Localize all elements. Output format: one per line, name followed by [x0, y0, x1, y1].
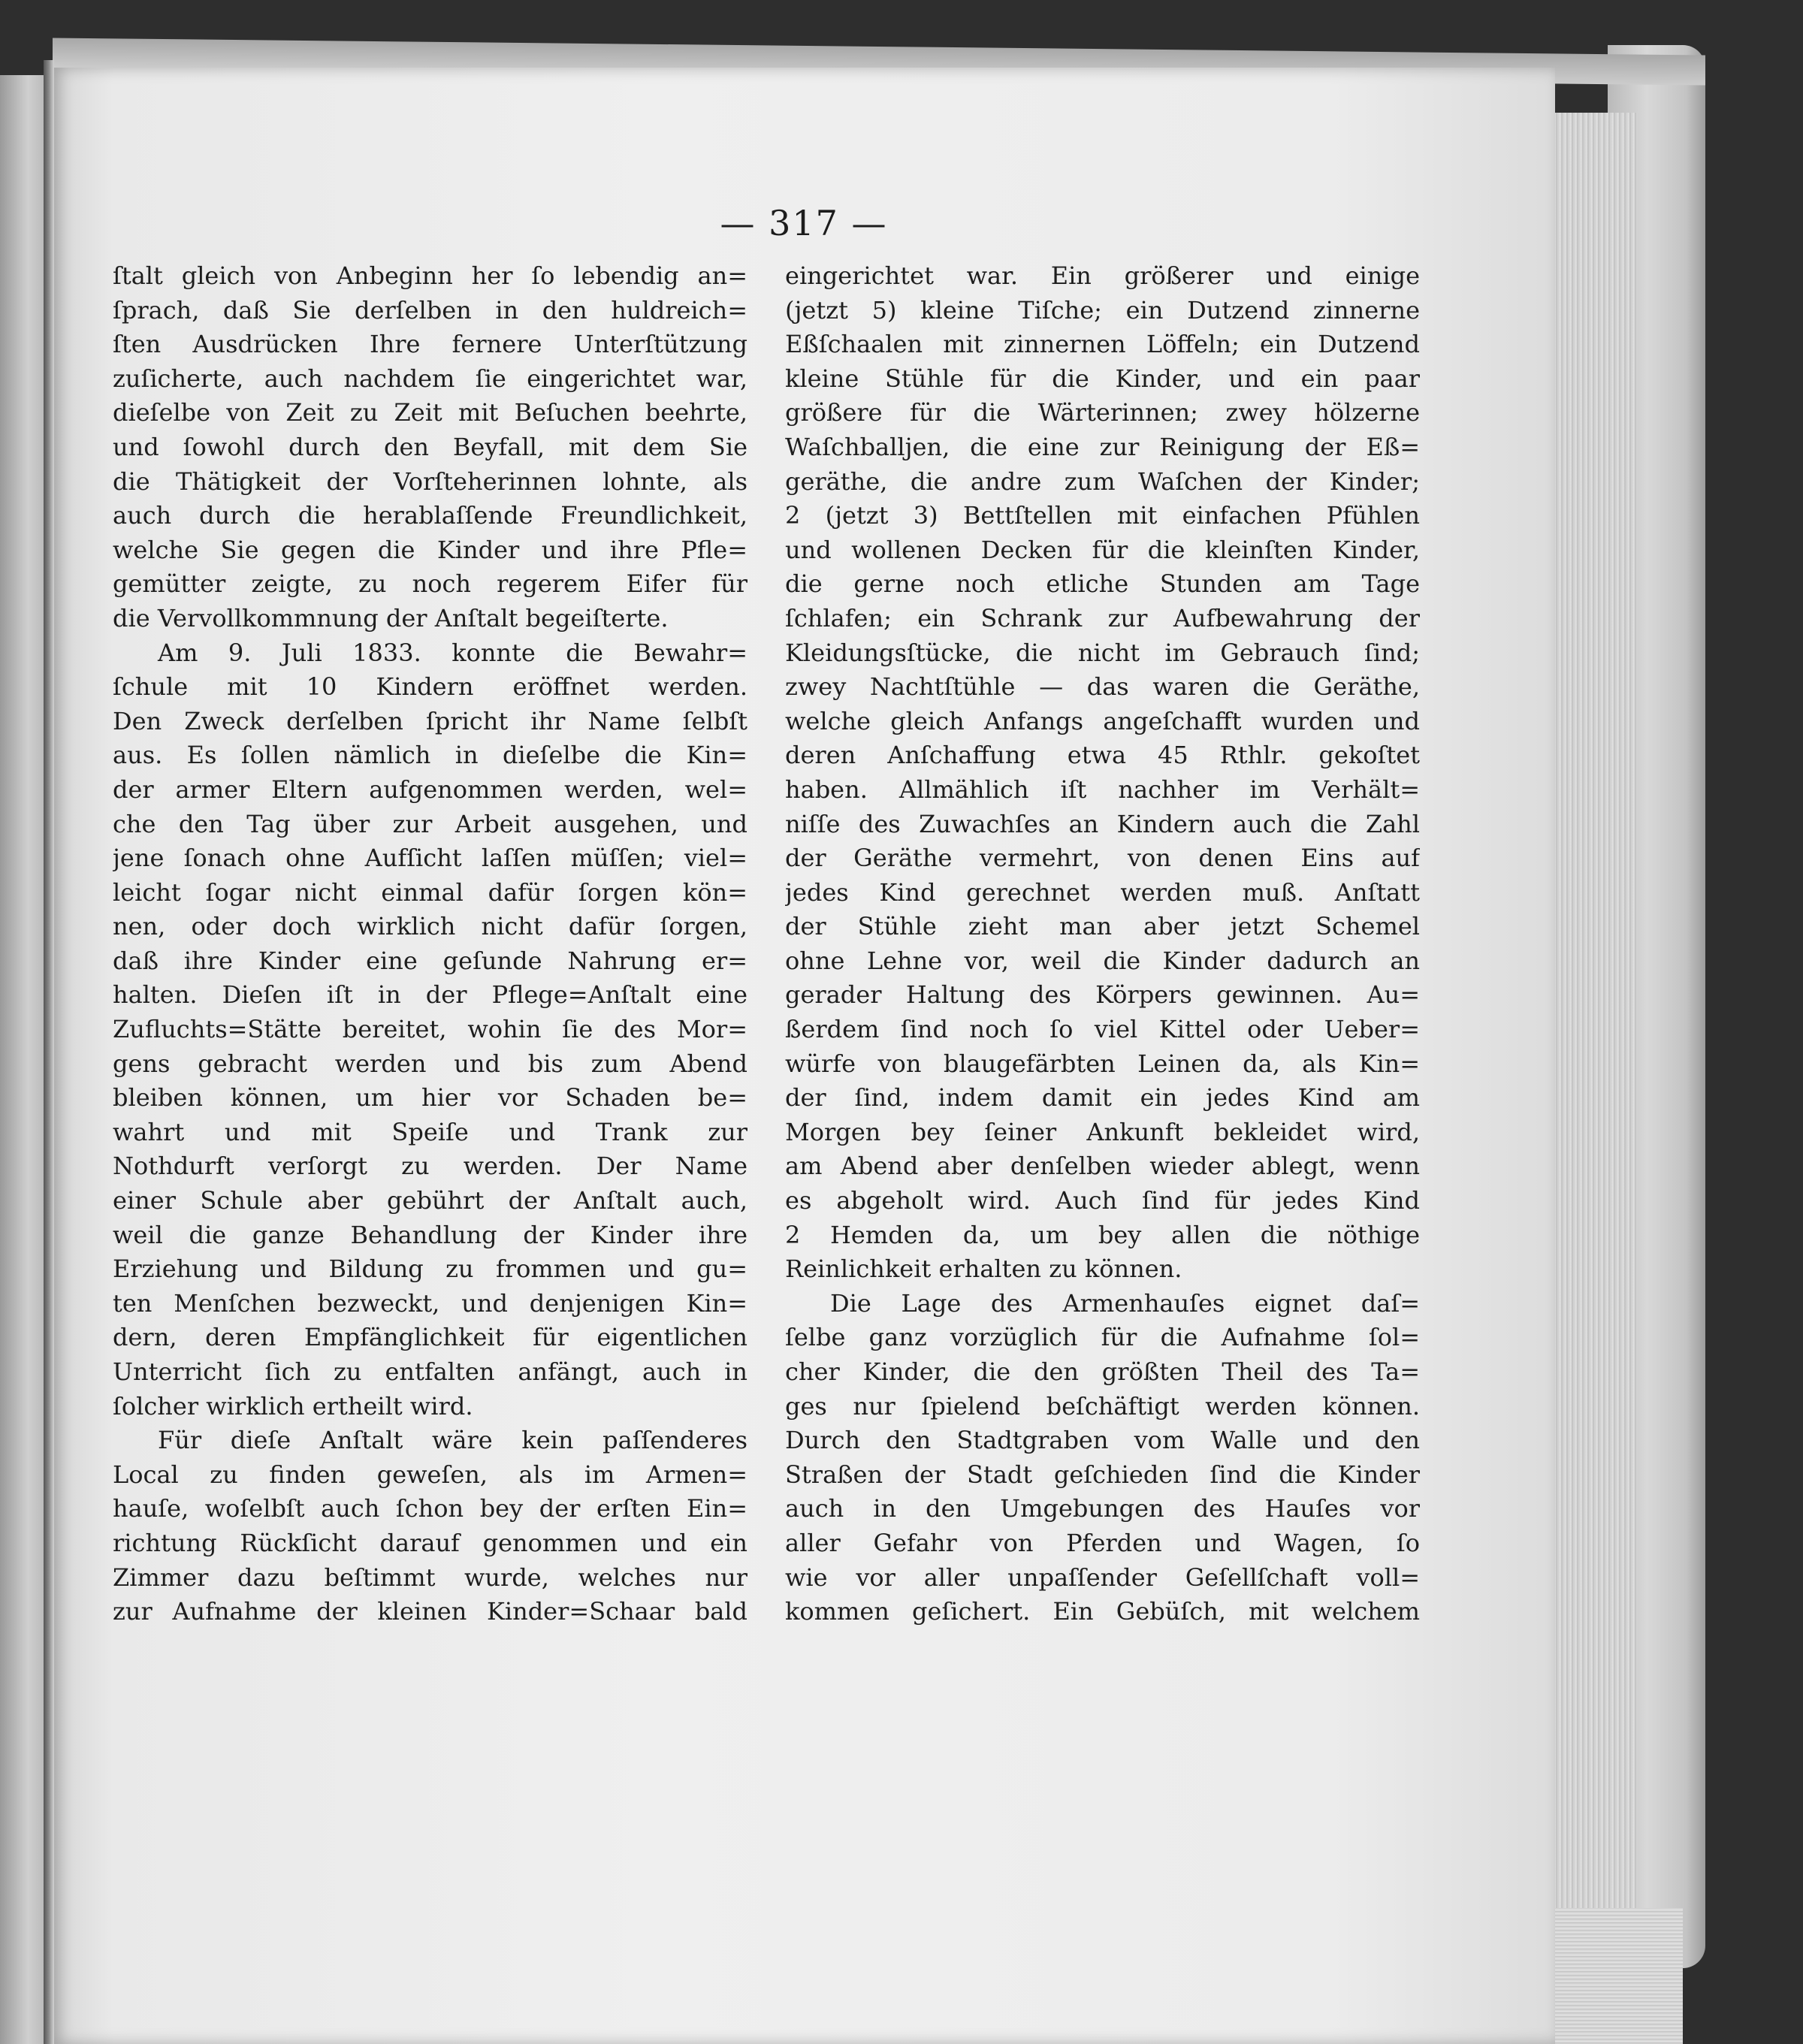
text-line: leicht ſogar nicht einmal dafür ſorgen kön= [113, 877, 747, 907]
text-line: Reinlichkeit erhalten zu können. [785, 1254, 1182, 1284]
text-line: kleine Stühle für die Kinder, und ein paar [785, 364, 1420, 393]
text-line: ſolcher wirklich ertheilt wird. [113, 1391, 473, 1421]
text-line: wie vor aller unpaſſender Geſellſchaft voll= [785, 1562, 1420, 1592]
text-line: Durch den Stadtgraben vom Walle und den [785, 1426, 1420, 1455]
text-line: gemütter zeigte, zu noch regerem Eifer für [113, 569, 747, 599]
text-line: die Vervollkommnung der Anſtalt begeiſterte. [113, 603, 669, 633]
text-line: Morgen bey ſeiner Ankunft bekleidet wird, [785, 1117, 1420, 1146]
text-line: der Geräthe vermehrt, von denen Eins auf [785, 844, 1420, 873]
text-column-right [785, 259, 1420, 1629]
text-line: jene ſonach ohne Aufſicht laſſen müſſen; viel= [113, 844, 747, 873]
text-line: der ſind, indem damit ein jedes Kind am [785, 1083, 1420, 1113]
text-line: weil die ganze Behandlung der Kinder ihre [113, 1220, 747, 1249]
text-line: richtung Rückſicht darauf genommen und ein [113, 1528, 747, 1557]
text-line: niſſe des Zuwachſes an Kindern auch die Zahl [785, 809, 1420, 838]
text-line: dern, deren Empfänglichkeit für eigentlichen [113, 1323, 747, 1352]
text-line: die gerne noch etliche Stunden am Tage [785, 569, 1420, 599]
page-number: — 317 — [720, 203, 888, 243]
text-line: Waſchballjen, die eine zur Reinigung der Eß= [785, 432, 1420, 461]
text-line: Den Zweck derſelben ſpricht ihr Name ſelbſt [113, 706, 747, 735]
book-gutter [44, 60, 54, 2044]
text-line: Die Lage des Armenhauſes eignet daſ= [830, 1288, 1420, 1318]
text-line: wahrt und mit Speiſe und Trank zur [113, 1117, 747, 1146]
text-line: welche Sie gegen die Kinder und ihre Pfle= [113, 535, 747, 564]
text-line: und ſowohl durch den Beyfall, mit dem Sie [113, 432, 747, 461]
text-line: (jetzt 5) kleine Tiſche; ein Dutzend zinnerne [785, 295, 1420, 325]
text-line: Nothdurft verſorgt zu werden. Der Name [113, 1152, 747, 1181]
text-line: Zimmer dazu beſtimmt wurde, welches nur [113, 1562, 747, 1592]
text-line: größere für die Wärterinnen; zwey hölzerne [785, 398, 1420, 427]
text-line: aus. Es ſollen nämlich in dieſelbe die Kin= [113, 741, 747, 770]
text-line: geräthe, die andre zum Waſchen der Kinder; [785, 466, 1420, 496]
text-line: Am 9. Juli 1833. konnte die Bewahr= [158, 638, 747, 667]
page-stack-edge [1548, 113, 1638, 1916]
text-line: welche gleich Anfangs angeſchafft wurden und [785, 706, 1420, 735]
text-line: 2 (jetzt 3) Bettſtellen mit einfachen Pfühlen [785, 501, 1420, 530]
text-line: ſchlafen; ein Schrank zur Aufbewahrung der [785, 603, 1420, 633]
text-line: Local zu finden geweſen, als im Armen= [113, 1460, 747, 1489]
text-line: Erziehung und Bildung zu frommen und gu= [113, 1254, 747, 1284]
text-line: es abgeholt wird. Auch ſind für jedes Kind [785, 1186, 1420, 1215]
text-line: deren Anſchaffung etwa 45 Rthlr. gekoſtet [785, 741, 1420, 770]
text-line: daß ihre Kinder eine geſunde Nahrung er= [113, 946, 747, 975]
text-line: Für dieſe Anſtalt wäre kein paſſenderes [158, 1426, 747, 1455]
text-line: ßerdem ſind noch ſo viel Kittel oder Ueber= [785, 1015, 1420, 1044]
text-line: che den Tag über zur Arbeit ausgehen, und [113, 809, 747, 838]
previous-page-edge [0, 75, 47, 2044]
text-line: jedes Kind gerechnet werden muß. Anſtatt [785, 877, 1420, 907]
text-line: bleiben können, um hier vor Schaden be= [113, 1083, 747, 1113]
text-line: am Abend aber denſelben wieder ablegt, wenn [785, 1152, 1420, 1181]
text-line: cher Kinder, die den größten Theil des Ta= [785, 1357, 1420, 1386]
text-line: ſchule mit 10 Kindern eröffnet werden. [113, 672, 747, 702]
text-line: nen, oder doch wirklich nicht dafür ſorgen, [113, 912, 747, 941]
text-line: eingerichtet war. Ein größerer und einige [785, 261, 1420, 290]
text-line: zur Aufnahme der kleinen Kinder=Schaar bald [113, 1597, 747, 1626]
text-line: haben. Allmählich iſt nachher im Verhält= [785, 774, 1420, 804]
text-line: auch durch die herablaſſende Freundlichkeit, [113, 501, 747, 530]
text-line: hauſe, woſelbſt auch ſchon bey der erſten Ein= [113, 1494, 747, 1523]
text-line: Straßen der Stadt geſchieden ſind die Kinder [785, 1460, 1420, 1489]
text-line: ten Menſchen bezweckt, und denjenigen Kin= [113, 1288, 747, 1318]
text-line: und wollenen Decken für die kleinſten Kinder, [785, 535, 1420, 564]
text-line: ges nur ſpielend beſchäftigt werden können. [785, 1391, 1420, 1421]
text-line: ſtalt gleich von Anbeginn her ſo lebendig an= [113, 261, 747, 290]
text-line: Eßſchaalen mit zinnernen Löffeln; ein Dutzend [785, 330, 1420, 359]
text-line: ohne Lehne vor, weil die Kinder dadurch an [785, 946, 1420, 975]
text-line: einer Schule aber gebührt der Anſtalt auch, [113, 1186, 747, 1215]
text-line: zuſicherte, auch nachdem ſie eingerichtet war, [113, 364, 747, 393]
text-line: gerader Haltung des Körpers gewinnen. Au= [785, 980, 1420, 1010]
text-line: aller Gefahr von Pferden und Wagen, ſo [785, 1528, 1420, 1557]
text-line: zwey Nachtſtühle — das waren die Geräthe, [785, 672, 1420, 702]
text-line: ſprach, daß Sie derſelben in den huldreich= [113, 295, 747, 325]
text-line: Kleidungsſtücke, die nicht im Gebrauch ſind; [785, 638, 1420, 667]
text-line: halten. Dieſen iſt in der Pflege=Anſtalt eine [113, 980, 747, 1010]
text-line: der armer Eltern aufgenommen werden, wel= [113, 774, 747, 804]
text-line: ſelbe ganz vorzüglich für die Aufnahme ſol= [785, 1323, 1420, 1352]
text-column-left [113, 259, 747, 1629]
text-line: ſten Ausdrücken Ihre fernere Unterſtützung [113, 330, 747, 359]
text-line: der Stühle zieht man aber jetzt Schemel [785, 912, 1420, 941]
text-line: die Thätigkeit der Vorſteherinnen lohnte, als [113, 466, 747, 496]
text-line: Unterricht ſich zu entfalten anfängt, auch in [113, 1357, 747, 1386]
text-line: kommen geſichert. Ein Gebüſch, mit welchem [785, 1597, 1420, 1626]
text-line: auch in den Umgebungen des Hauſes vor [785, 1494, 1420, 1523]
text-line: 2 Hemden da, um bey allen die nöthige [785, 1220, 1420, 1249]
text-line: Zufluchts=Stätte bereitet, wohin ſie des Mor= [113, 1015, 747, 1044]
text-line: gens gebracht werden und bis zum Abend [113, 1049, 747, 1078]
text-line: dieſelbe von Zeit zu Zeit mit Beſuchen beehrte, [113, 398, 747, 427]
text-line: würfe von blaugefärbten Leinen da, als Kin= [785, 1049, 1420, 1078]
